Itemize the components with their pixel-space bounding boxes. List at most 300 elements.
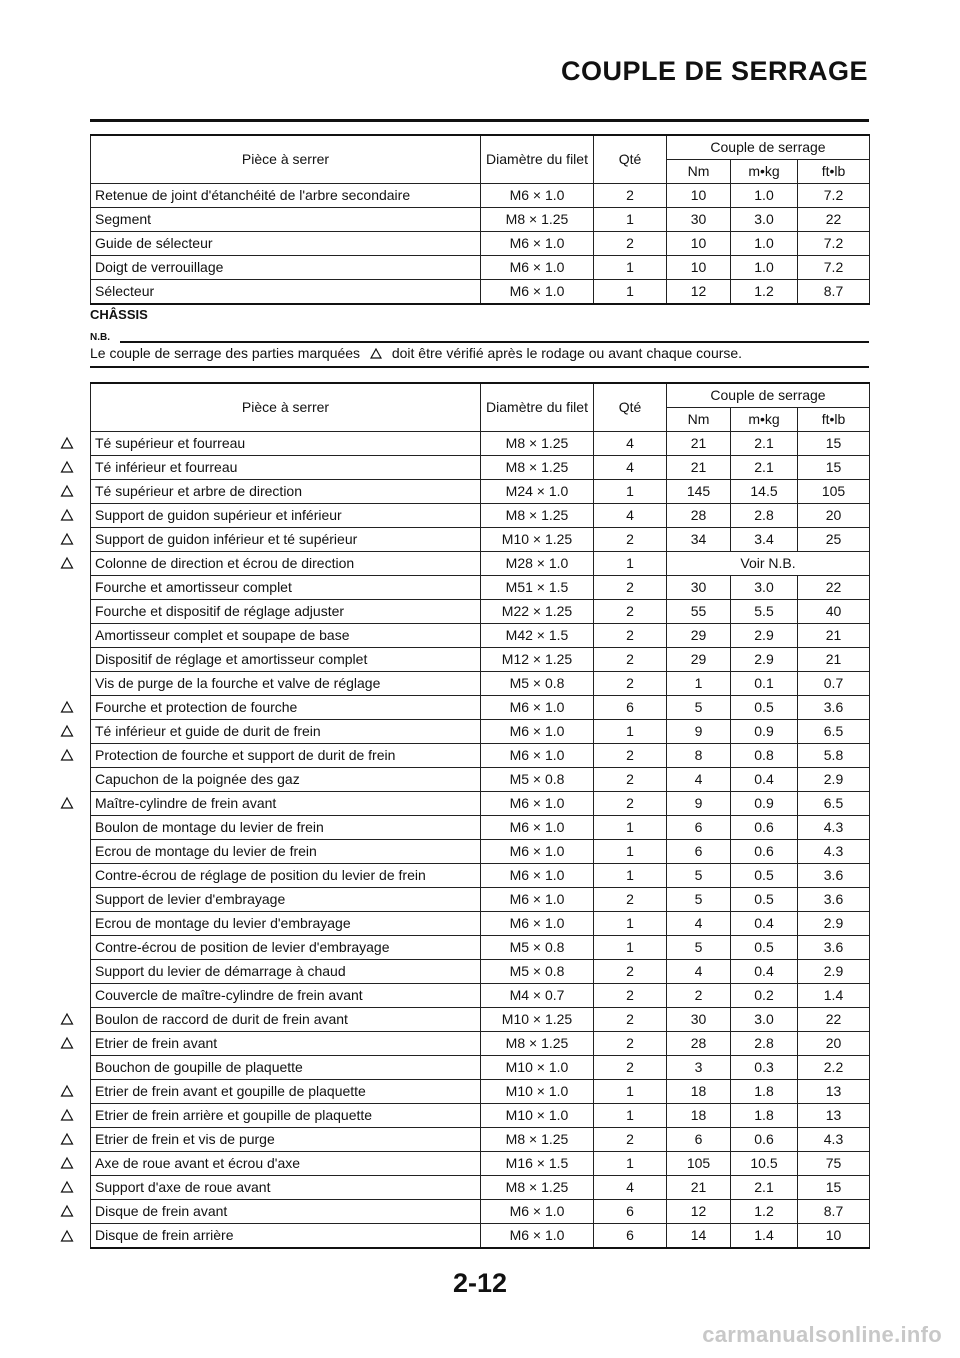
header-ftlb: ft•lb [798,408,870,432]
cell-ftlb: 22 [798,1008,870,1032]
cell-part: Etrier de frein avant [91,1032,481,1056]
cell-mkg: 10.5 [731,1152,798,1176]
cell-mkg: 0.2 [731,984,798,1008]
cell-part: Té supérieur et fourreau [91,432,481,456]
cell-mkg: 2.1 [731,456,798,480]
cell-qty: 2 [594,1056,667,1080]
table-row [91,624,870,648]
cell-ftlb: 6.5 [798,792,870,816]
cell-part: Protection de fourche et support de durit de frein [91,744,481,768]
triangle-mark-icon [60,1084,74,1098]
cell-ftlb: 15 [798,432,870,456]
page-title: COUPLE DE SERRAGE [560,56,868,86]
cell-thread: M51 × 1.5 [481,576,594,600]
cell-qty: 1 [594,816,667,840]
table-row [91,912,870,936]
cell-ftlb: 6.5 [798,720,870,744]
cell-mkg: 1.2 [731,280,798,305]
header-qty: Qté [594,383,667,432]
header-mkg: m•kg [731,160,798,184]
torque-table-chassis [90,382,870,1249]
cell-part: Doigt de verrouillage [91,256,481,280]
cell-qty: 1 [594,256,667,280]
table-row [91,768,870,792]
triangle-mark-icon [60,508,74,522]
header-torque: Couple de serrage [667,135,870,160]
cell-mkg: 14.5 [731,480,798,504]
cell-thread: M8 × 1.25 [481,1128,594,1152]
cell-ftlb: 0.7 [798,672,870,696]
cell-thread: M42 × 1.5 [481,624,594,648]
cell-nm: 3 [667,1056,731,1080]
cell-mkg: 0.9 [731,792,798,816]
cell-qty: 4 [594,1176,667,1200]
cell-thread: M6 × 1.0 [481,792,594,816]
table-row [91,600,870,624]
cell-thread: M6 × 1.0 [481,1200,594,1224]
cell-qty: 2 [594,232,667,256]
cell-part: Retenue de joint d'étanchéité de l'arbre secondaire [91,184,481,208]
cell-part: Support d'axe de roue avant [91,1176,481,1200]
cell-part: Contre-écrou de position de levier d'embrayage [91,936,481,960]
table-row [91,744,870,768]
triangle-mark-icon [60,484,74,498]
table-row [91,480,870,504]
cell-nm: 30 [667,208,731,232]
table-row [91,720,870,744]
header-nm: Nm [667,408,731,432]
cell-thread: M8 × 1.25 [481,504,594,528]
header-part: Pièce à serrer [91,135,481,184]
cell-qty: 1 [594,552,667,576]
cell-qty: 2 [594,960,667,984]
cell-qty: 2 [594,1128,667,1152]
cell-nm: 145 [667,480,731,504]
table-header-row [91,135,870,160]
table-row [91,1200,870,1224]
table-header-row [91,383,870,408]
cell-nm: 10 [667,232,731,256]
cell-nm: 6 [667,1128,731,1152]
header-nm: Nm [667,160,731,184]
header-part: Pièce à serrer [91,383,481,432]
cell-nm: 14 [667,1224,731,1249]
cell-mkg: 1.8 [731,1104,798,1128]
table-row [91,1008,870,1032]
cell-mkg: 0.9 [731,720,798,744]
cell-mkg: 0.6 [731,816,798,840]
cell-qty: 2 [594,888,667,912]
cell-nm: 55 [667,600,731,624]
cell-mkg: 2.9 [731,648,798,672]
cell-part: Fourche et protection de fourche [91,696,481,720]
cell-part: Colonne de direction et écrou de direction [91,552,481,576]
cell-qty: 1 [594,480,667,504]
cell-nm: 5 [667,936,731,960]
cell-ftlb: 2.9 [798,912,870,936]
cell-nm: 9 [667,792,731,816]
triangle-mark-icon [60,700,74,714]
cell-mkg: 0.5 [731,888,798,912]
cell-thread: M28 × 1.0 [481,552,594,576]
cell-part: Boulon de montage du levier de frein [91,816,481,840]
cell-part: Fourche et amortisseur complet [91,576,481,600]
cell-mkg: 3.4 [731,528,798,552]
cell-mkg: 0.4 [731,960,798,984]
table-row [91,280,870,305]
cell-ftlb: 15 [798,1176,870,1200]
cell-nm: 18 [667,1080,731,1104]
cell-mkg: 2.9 [731,624,798,648]
cell-nm: 10 [667,184,731,208]
triangle-mark-icon [60,724,74,738]
section-heading: CHÂSSIS [90,307,148,322]
cell-part: Bouchon de goupille de plaquette [91,1056,481,1080]
cell-part: Amortisseur complet et soupape de base [91,624,481,648]
cell-qty: 2 [594,1032,667,1056]
cell-thread: M6 × 1.0 [481,1224,594,1249]
cell-mkg: 2.1 [731,432,798,456]
table-row [91,184,870,208]
cell-thread: M6 × 1.0 [481,232,594,256]
cell-ftlb: 22 [798,576,870,600]
cell-qty: 1 [594,720,667,744]
cell-thread: M6 × 1.0 [481,888,594,912]
page-number: 2-12 [452,1268,508,1298]
table-row [91,960,870,984]
cell-mkg: 1.0 [731,184,798,208]
cell-nm: 21 [667,432,731,456]
cell-nm: 34 [667,528,731,552]
triangle-mark-icon [60,460,74,474]
cell-thread: M6 × 1.0 [481,720,594,744]
cell-qty: 2 [594,576,667,600]
cell-part: Vis de purge de la fourche et valve de réglage [91,672,481,696]
cell-qty: 1 [594,912,667,936]
cell-qty: 1 [594,864,667,888]
triangle-mark-icon [60,1012,74,1026]
triangle-mark-icon [60,436,74,450]
cell-ftlb: 13 [798,1104,870,1128]
table-row [91,1104,870,1128]
cell-mkg: 1.0 [731,232,798,256]
cell-part: Support de levier d'embrayage [91,888,481,912]
cell-part: Etrier de frein avant et goupille de plaquette [91,1080,481,1104]
cell-ftlb: 4.3 [798,1128,870,1152]
cell-ftlb: 8.7 [798,280,870,305]
cell-mkg: 1.8 [731,1080,798,1104]
cell-ftlb: 3.6 [798,696,870,720]
cell-mkg: 2.1 [731,1176,798,1200]
cell-ftlb: 20 [798,504,870,528]
cell-ftlb: 8.7 [798,1200,870,1224]
cell-nm: 21 [667,1176,731,1200]
cell-ftlb: 2.9 [798,960,870,984]
cell-qty: 2 [594,184,667,208]
cell-part: Support de guidon supérieur et inférieur [91,504,481,528]
table-row [91,672,870,696]
note-text [90,345,742,362]
cell-thread: M5 × 0.8 [481,768,594,792]
cell-thread: M6 × 1.0 [481,184,594,208]
cell-thread: M6 × 1.0 [481,912,594,936]
cell-ftlb: 25 [798,528,870,552]
cell-part: Etrier de frein et vis de purge [91,1128,481,1152]
table-row [91,1176,870,1200]
table-row [91,432,870,456]
cell-part: Fourche et dispositif de réglage adjuster [91,600,481,624]
table-row [91,864,870,888]
cell-nm: 105 [667,1152,731,1176]
cell-ftlb: 13 [798,1080,870,1104]
cell-nm: 10 [667,256,731,280]
cell-nm: 18 [667,1104,731,1128]
cell-thread: M5 × 0.8 [481,936,594,960]
cell-mkg: 0.3 [731,1056,798,1080]
cell-part: Ecrou de montage du levier de frein [91,840,481,864]
cell-mkg: 3.0 [731,1008,798,1032]
table-row [91,552,870,576]
cell-qty: 2 [594,672,667,696]
cell-mkg: 1.2 [731,1200,798,1224]
cell-part: Axe de roue avant et écrou d'axe [91,1152,481,1176]
cell-thread: M10 × 1.25 [481,1008,594,1032]
triangle-mark-icon [60,1204,74,1218]
cell-mkg: 1.0 [731,256,798,280]
cell-ftlb: 1.4 [798,984,870,1008]
cell-thread: M8 × 1.25 [481,208,594,232]
cell-part: Segment [91,208,481,232]
cell-thread: M6 × 1.0 [481,816,594,840]
note-rule-top [120,341,869,343]
cell-nm: 9 [667,720,731,744]
cell-mkg: 3.0 [731,208,798,232]
cell-nm: 21 [667,456,731,480]
cell-nm: 29 [667,648,731,672]
cell-part: Disque de frein avant [91,1200,481,1224]
cell-qty: 1 [594,1104,667,1128]
cell-nm: 6 [667,840,731,864]
cell-ftlb: 2.9 [798,768,870,792]
cell-mkg: 0.6 [731,1128,798,1152]
cell-mkg: 0.4 [731,912,798,936]
cell-mkg: 5.5 [731,600,798,624]
cell-ftlb: 10 [798,1224,870,1249]
cell-qty: 2 [594,792,667,816]
cell-qty: 2 [594,768,667,792]
cell-qty: 2 [594,528,667,552]
cell-thread: M10 × 1.0 [481,1104,594,1128]
cell-part: Maître-cylindre de frein avant [91,792,481,816]
triangle-mark-icon [60,1229,74,1243]
cell-part: Guide de sélecteur [91,232,481,256]
cell-ftlb: 2.2 [798,1056,870,1080]
cell-mkg: 0.5 [731,696,798,720]
cell-thread: M5 × 0.8 [481,960,594,984]
cell-ftlb: 105 [798,480,870,504]
cell-nm: 8 [667,744,731,768]
cell-mkg: 2.8 [731,1032,798,1056]
cell-nm: 2 [667,984,731,1008]
cell-ftlb: 3.6 [798,888,870,912]
cell-nm: 30 [667,576,731,600]
note-text-after: doit être vérifié après le rodage ou avant chaque course. [391,345,743,361]
cell-nm: 5 [667,696,731,720]
cell-nm: 4 [667,768,731,792]
cell-nm: 12 [667,280,731,305]
cell-part: Ecrou de montage du levier d'embrayage [91,912,481,936]
cell-ftlb: 21 [798,648,870,672]
cell-qty: 6 [594,1224,667,1249]
triangle-mark-icon [60,1156,74,1170]
cell-thread: M8 × 1.25 [481,1176,594,1200]
triangle-mark-icon [60,1108,74,1122]
cell-ftlb: 40 [798,600,870,624]
cell-nm: 28 [667,1032,731,1056]
cell-qty: 4 [594,456,667,480]
cell-ftlb: 15 [798,456,870,480]
cell-nm: 4 [667,912,731,936]
cell-part: Té supérieur et arbre de direction [91,480,481,504]
cell-ftlb: 4.3 [798,840,870,864]
cell-qty: 1 [594,1080,667,1104]
cell-part: Disque de frein arrière [91,1224,481,1249]
cell-ftlb: 75 [798,1152,870,1176]
cell-qty: 4 [594,432,667,456]
table-row [91,232,870,256]
cell-thread: M6 × 1.0 [481,864,594,888]
header-torque: Couple de serrage [667,383,870,408]
triangle-mark-icon [60,748,74,762]
header-qty: Qté [594,135,667,184]
note-rule-bottom [90,366,869,368]
cell-qty: 2 [594,1008,667,1032]
cell-qty: 1 [594,208,667,232]
cell-nm: 4 [667,960,731,984]
cell-ftlb: 20 [798,1032,870,1056]
cell-nm: 1 [667,672,731,696]
cell-part: Boulon de raccord de durit de frein avant [91,1008,481,1032]
header-thread: Diamètre du filet [481,383,594,432]
cell-thread: M16 × 1.5 [481,1152,594,1176]
cell-ftlb: 5.8 [798,744,870,768]
cell-part: Té inférieur et guide de durit de frein [91,720,481,744]
cell-nm: 29 [667,624,731,648]
cell-thread: M24 × 1.0 [481,480,594,504]
table-row [91,696,870,720]
cell-thread: M6 × 1.0 [481,696,594,720]
table-row [91,888,870,912]
table-row [91,576,870,600]
cell-part: Té inférieur et fourreau [91,456,481,480]
cell-part: Etrier de frein arrière et goupille de plaquette [91,1104,481,1128]
cell-thread: M6 × 1.0 [481,744,594,768]
cell-part: Support du levier de démarrage à chaud [91,960,481,984]
cell-part: Couvercle de maître-cylindre de frein avant [91,984,481,1008]
table-row [91,256,870,280]
table-row [91,456,870,480]
cell-nm: 30 [667,1008,731,1032]
cell-nm: 5 [667,864,731,888]
cell-thread: M6 × 1.0 [481,840,594,864]
cell-nm: 6 [667,816,731,840]
header-ftlb: ft•lb [798,160,870,184]
cell-thread: M10 × 1.25 [481,528,594,552]
cell-thread: M12 × 1.25 [481,648,594,672]
cell-ftlb: 22 [798,208,870,232]
cell-ftlb: 3.6 [798,864,870,888]
cell-ftlb: 7.2 [798,232,870,256]
cell-nm: 5 [667,888,731,912]
cell-qty: 2 [594,744,667,768]
table-row [91,1056,870,1080]
table-row [91,648,870,672]
table-row [91,1224,870,1249]
cell-part: Contre-écrou de réglage de position du levier de frein [91,864,481,888]
cell-thread: M8 × 1.25 [481,432,594,456]
torque-table-engine [90,134,870,305]
table-row [91,1032,870,1056]
table-row [91,1080,870,1104]
cell-mkg: 0.6 [731,840,798,864]
cell-thread: M6 × 1.0 [481,256,594,280]
cell-thread: M5 × 0.8 [481,672,594,696]
cell-torque-merged: Voir N.B. [667,552,870,576]
cell-part: Sélecteur [91,280,481,305]
cell-thread: M22 × 1.25 [481,600,594,624]
cell-ftlb: 7.2 [798,256,870,280]
table-row [91,984,870,1008]
note-text-before: Le couple de serrage des parties marquées [90,345,361,361]
cell-qty: 4 [594,504,667,528]
triangle-mark-icon [60,532,74,546]
cell-qty: 2 [594,984,667,1008]
cell-qty: 1 [594,840,667,864]
table-row [91,792,870,816]
table-row [91,208,870,232]
triangle-mark-icon [60,1036,74,1050]
cell-qty: 2 [594,624,667,648]
table-row [91,816,870,840]
table-row [91,504,870,528]
cell-nm: 28 [667,504,731,528]
cell-qty: 1 [594,280,667,305]
triangle-mark-icon [60,1180,74,1194]
cell-mkg: 0.5 [731,864,798,888]
cell-mkg: 2.8 [731,504,798,528]
table-row [91,1128,870,1152]
cell-ftlb: 3.6 [798,936,870,960]
table-row [91,1152,870,1176]
header-mkg: m•kg [731,408,798,432]
cell-thread: M8 × 1.25 [481,456,594,480]
cell-ftlb: 4.3 [798,816,870,840]
cell-thread: M10 × 1.0 [481,1056,594,1080]
cell-thread: M4 × 0.7 [481,984,594,1008]
table-row [91,840,870,864]
cell-mkg: 0.5 [731,936,798,960]
triangle-mark-icon [60,556,74,570]
table-row [91,528,870,552]
cell-mkg: 0.1 [731,672,798,696]
cell-part: Dispositif de réglage et amortisseur complet [91,648,481,672]
cell-qty: 1 [594,936,667,960]
cell-mkg: 0.8 [731,744,798,768]
cell-thread: M8 × 1.25 [481,1032,594,1056]
header-thread: Diamètre du filet [481,135,594,184]
cell-qty: 6 [594,696,667,720]
cell-qty: 1 [594,1152,667,1176]
